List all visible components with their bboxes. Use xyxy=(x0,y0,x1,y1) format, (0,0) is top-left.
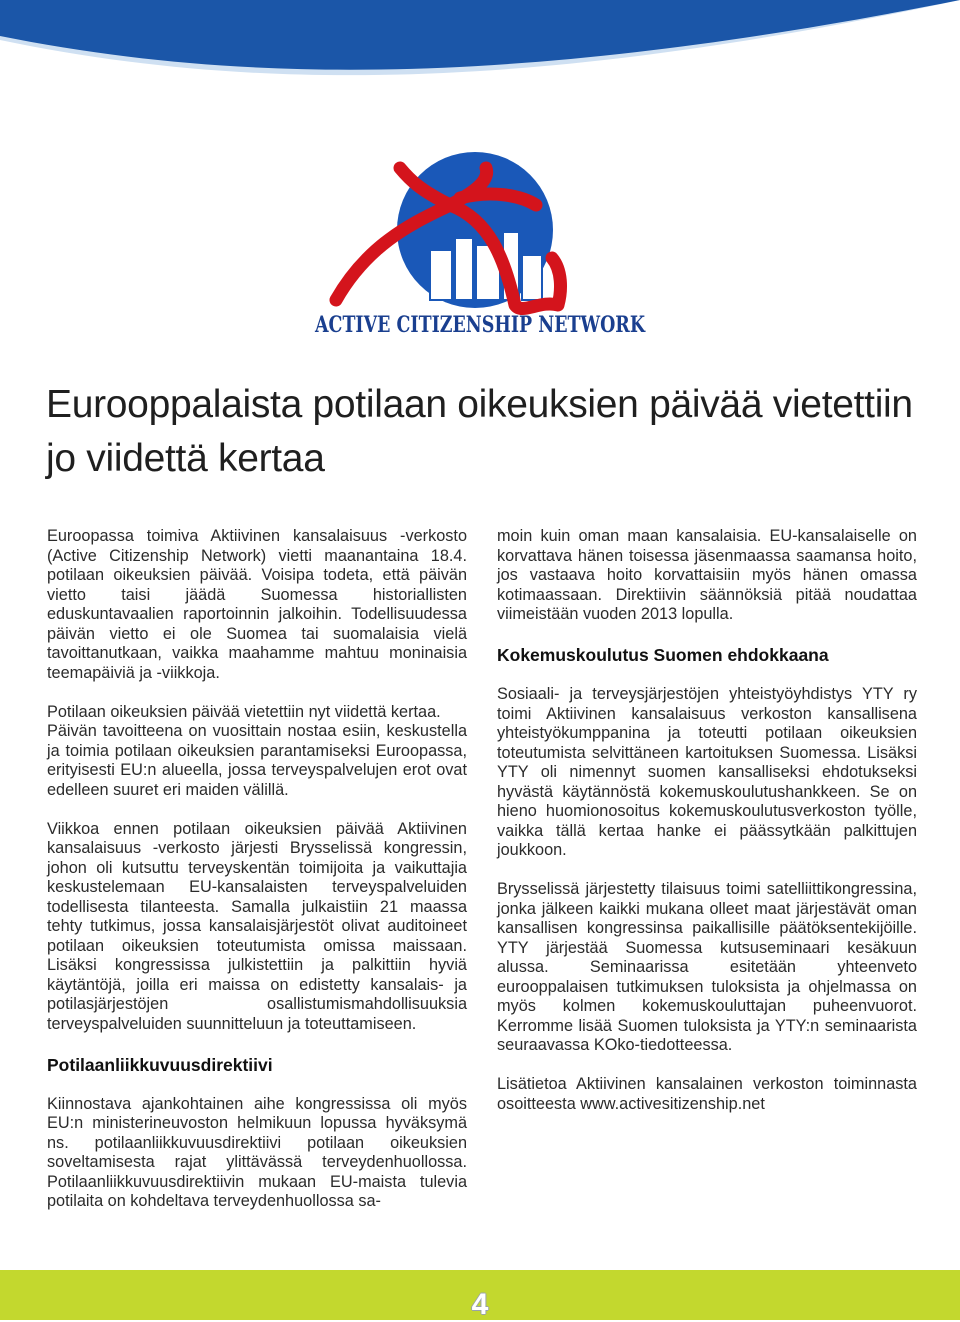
active-citizenship-network-logo xyxy=(300,150,660,340)
section-heading-kokemuskoulutus: Kokemuskoulutus Suomen ehdokkaana xyxy=(497,645,829,665)
satellite-congress-paragraph: Brysselissä järjestetty tilaisuus toimi satelliittikongressina, jonka jälkeen kaikki mukana olleet maat järjestävät oman kansallisen kongressinsa paikallisille päätöksentekijöille. YTY järjestää Suomessa kutsuseminaari kesäkuun alussa. Seminaarissa esitetään yhteenveto eurooppalaisen tutkimuksen tuloksista ja ohjelmassa on myös kolmen kokemuskouluttajan puheenvuorot. Kerromme lisää Suomen tuloksista ja YTY:n seminaarista seuraavassa KOko-tiedotteessa. xyxy=(497,880,917,1054)
more-info-paragraph: Lisätietoa Aktiivinen kansalainen verkoston toiminnasta osoitteesta www.activesitizenship.net xyxy=(497,1075,917,1113)
directive-continued-paragraph: moin kuin oman maan kansalaisia. EU-kansalaiselle on korvattava hänen toisessa jäsenmaassa saamansa hoito, jos vastaava hoito korvattaisiin myös hänen omassa kotimaassaan. Direktiivin säännöksiä pitää noudattaa viimeistään vuoden 2013 lopulla. xyxy=(497,527,917,623)
congress-paragraph: Viikkoa ennen potilaan oikeuksien päivää Aktiivinen kansalaisuus -verkosto järjesti Brysselissä kongressin, johon oli kutsuttu terveyskentän toimijoita ja vaikuttajia keskustelemaan EU-kansalaisten terveyspalveluiden todellisesta tilanteesta. Samalla julkaistiin 21 maassa tehty tutkimus, jossa kansalaisjärjestöt olivat auditoineet potilaan oikeuksien toteutumista omissa maissaan. Lisäksi kongressissa julkistettiin ja palkittiin hyviä käytäntöjä, joilla eri maissa on edistetty kansalais- ja potilasjärjestöjen osallistumismahdollisuuksia terveyspalveluiden suunnitteluun ja toteuttamiseen. xyxy=(47,819,467,1033)
top-color-band xyxy=(0,0,960,100)
page-number: 4 xyxy=(471,1288,489,1321)
right-column xyxy=(497,527,917,1134)
logo-text: ACTIVE CITIZENSHIP NETWORK xyxy=(314,312,646,338)
article-title: Eurooppalaista potilaan oikeuksien päivää vietettiin jo viidettä kertaa xyxy=(46,383,913,480)
directive-paragraph: Kiinnostava ajankohtainen aihe kongressissa oli myös EU:n ministerineuvoston helmikuun lopussa hyväksymä ns. potilaanliikkuvuusdirektiivi potilaan oikeuksien soveltamisesta rajat ylittävässä terveydenhuollossa. Potilaanliikkuvuusdirektiivin mukaan EU-maista tulevia potilaita on kohdeltava terveydenhuollossa sa- xyxy=(47,1094,467,1210)
section-heading-directive: Potilaanliikkuvuusdirektiivi xyxy=(47,1054,273,1075)
left-column xyxy=(47,527,467,1231)
intro-paragraph: Euroopassa toimiva Aktiivinen kansalaisuus -verkosto (Active Citizenship Network) vietti maanantaina 18.4. potilaan oikeuksien päivää. Voisipa todeta, että päivän vietto taisi jäädä Suomessa historiallisten eduskuntavaalien raportoinnin jalkoihin. Todellisuudessa päivän vietto ei ole Suomea tai suomalaisia vielä tavoittanutkaan, vaikka maahamme mahtuu moninaisia teemapäiviä ja -viikkoja. xyxy=(47,527,467,682)
yty-paragraph: Sosiaali- ja terveysjärjestöjen yhteistyöyhdistys YTY ry toimi Aktiivinen kansalaisuus verkoston kansallisena yhteistyökumppanina ja toteutti potilaan oikeuksien toteutumista selvittäneen kartoituksen Suomessa. Lisäksi YTY oli nimennyt suomen kansalliseksi ehdotukseksi hyvästä käytännöstä kokemuskoulutushankkeen. Se on hieno huomionosoitus kokemuskoulutusverkoston työlle, vaikka tällä kertaa hanke ei päässytkään palkittujen joukkoon. xyxy=(497,685,917,859)
fifth-time-sentence: Potilaan oikeuksien päivää vietettiin nyt viidettä kertaa. xyxy=(47,702,441,721)
goal-paragraph: Päivän tavoitteena on vuosittain nostaa esiin, keskustella ja toimia potilaan oikeuksien parantamiseksi Euroopassa, erityisesti EU:n alueella, jossa terveyspalvelujen erot ovat edelleen suuret eri maiden välillä. xyxy=(47,722,467,799)
